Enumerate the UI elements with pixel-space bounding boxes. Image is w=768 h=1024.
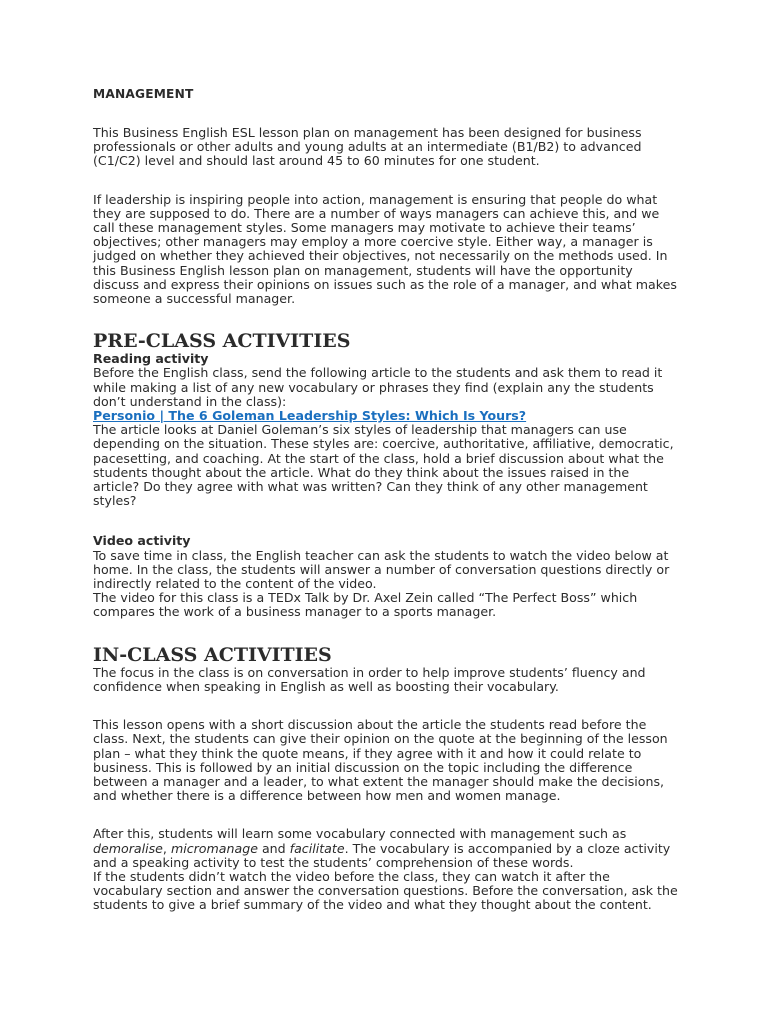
video-activity-subheading: Video activity bbox=[93, 533, 191, 549]
reading-activity-subheading: Reading activity bbox=[93, 351, 209, 367]
document-page bbox=[93, 86, 678, 913]
reading-body: The article looks at Daniel Goleman’s six styles of leadership that managers can use depending on the situation. These styles are: coercive, authoritative, affiliative, democratic, pacesetting, and coaching. At the start of the class, hold a brief discussion about what the students thought about the article. What do they think about the issues raised in the article? Do they agree with what was written? Can they think of any other management styles? bbox=[93, 422, 674, 509]
pre-class-heading: PRE-CLASS ACTIVITIES bbox=[93, 330, 351, 353]
vocab-separator-2: and bbox=[257, 840, 290, 856]
vocab-word-facilitate: facilitate bbox=[289, 840, 345, 856]
article-link[interactable]: Personio | The 6 Goleman Leadership Styles: Which Is Yours? bbox=[93, 408, 527, 424]
reading-instruction: Before the English class, send the following article to the students and ask them to read it while making a list of any new vocabulary or phrases they find (explain any the students don’t understand in the class): bbox=[93, 365, 663, 409]
video-body-1: To save time in class, the English teacher can ask the students to watch the video below at home. In the class, the students will answer a number of conversation questions directly or indirectly related to the content of the video. bbox=[93, 547, 670, 592]
closing-paragraph: If the students didn’t watch the video before the class, they can watch it after the vocabulary section and answer the conversation questions. Before the conversation, ask the students to give a brief summary of the video and what they thought about the content. bbox=[93, 868, 678, 913]
vocabulary-paragraph bbox=[93, 827, 678, 870]
intro-paragraph: This Business English ESL lesson plan on management has been designed for business professionals or other adults and young adults at an intermediate (B1/B2) to advanced (C1/C2) level and should last around 45 to 60 minutes for one student. bbox=[93, 125, 642, 169]
vocab-word-micromanage: micromanage bbox=[170, 840, 258, 856]
overview-paragraph: If leadership is inspiring people into action, management is ensuring that people do what they are supposed to do. There are a number of ways managers can achieve this, and we call these management styles. Some managers may motivate to achieve their teams’ objectives; other managers may employ a more coercive style. Either way, a manager is judged on whether they achieved their objectives, not necessarily on the methods used. In this Business English lesson plan on management, students will have the opportunity discuss and express their opinions on issues such as the role of a manager, and what makes someone a successful manager. bbox=[93, 191, 677, 307]
vocab-lead: After this, students will learn some vocabulary connected with management such as bbox=[93, 826, 627, 842]
focus-paragraph: The focus in the class is on conversation in order to help improve students’ fluency and confidence when speaking in English as well as boosting their vocabulary. bbox=[93, 664, 646, 694]
vocab-word-demoralise: demoralise bbox=[93, 840, 163, 856]
video-body-2: The video for this class is a TEDx Talk by Dr. Axel Zein called “The Perfect Boss” which compares the work of a business manager to a sports manager. bbox=[93, 590, 638, 620]
in-class-heading: IN-CLASS ACTIVITIES bbox=[93, 643, 332, 666]
document-label: MANAGEMENT bbox=[93, 87, 194, 101]
vocab-separator-1: , bbox=[162, 840, 171, 856]
opening-paragraph: This lesson opens with a short discussion about the article the students read before the class. Next, the students can give their opinion on the quote at the beginning of the lesson plan – what they think the quote means, if they agree with it and how it could relate to business. This is followed by an initial discussion on the topic including the difference between a manager and a leader, to what extent the manager should make the decisions, and whether there is a difference between how men and women manage. bbox=[93, 717, 668, 804]
vocab-tail: . The vocabulary is accompanied by a cloze activity and a speaking activity to test the students’ comprehension of these words. bbox=[93, 840, 671, 870]
